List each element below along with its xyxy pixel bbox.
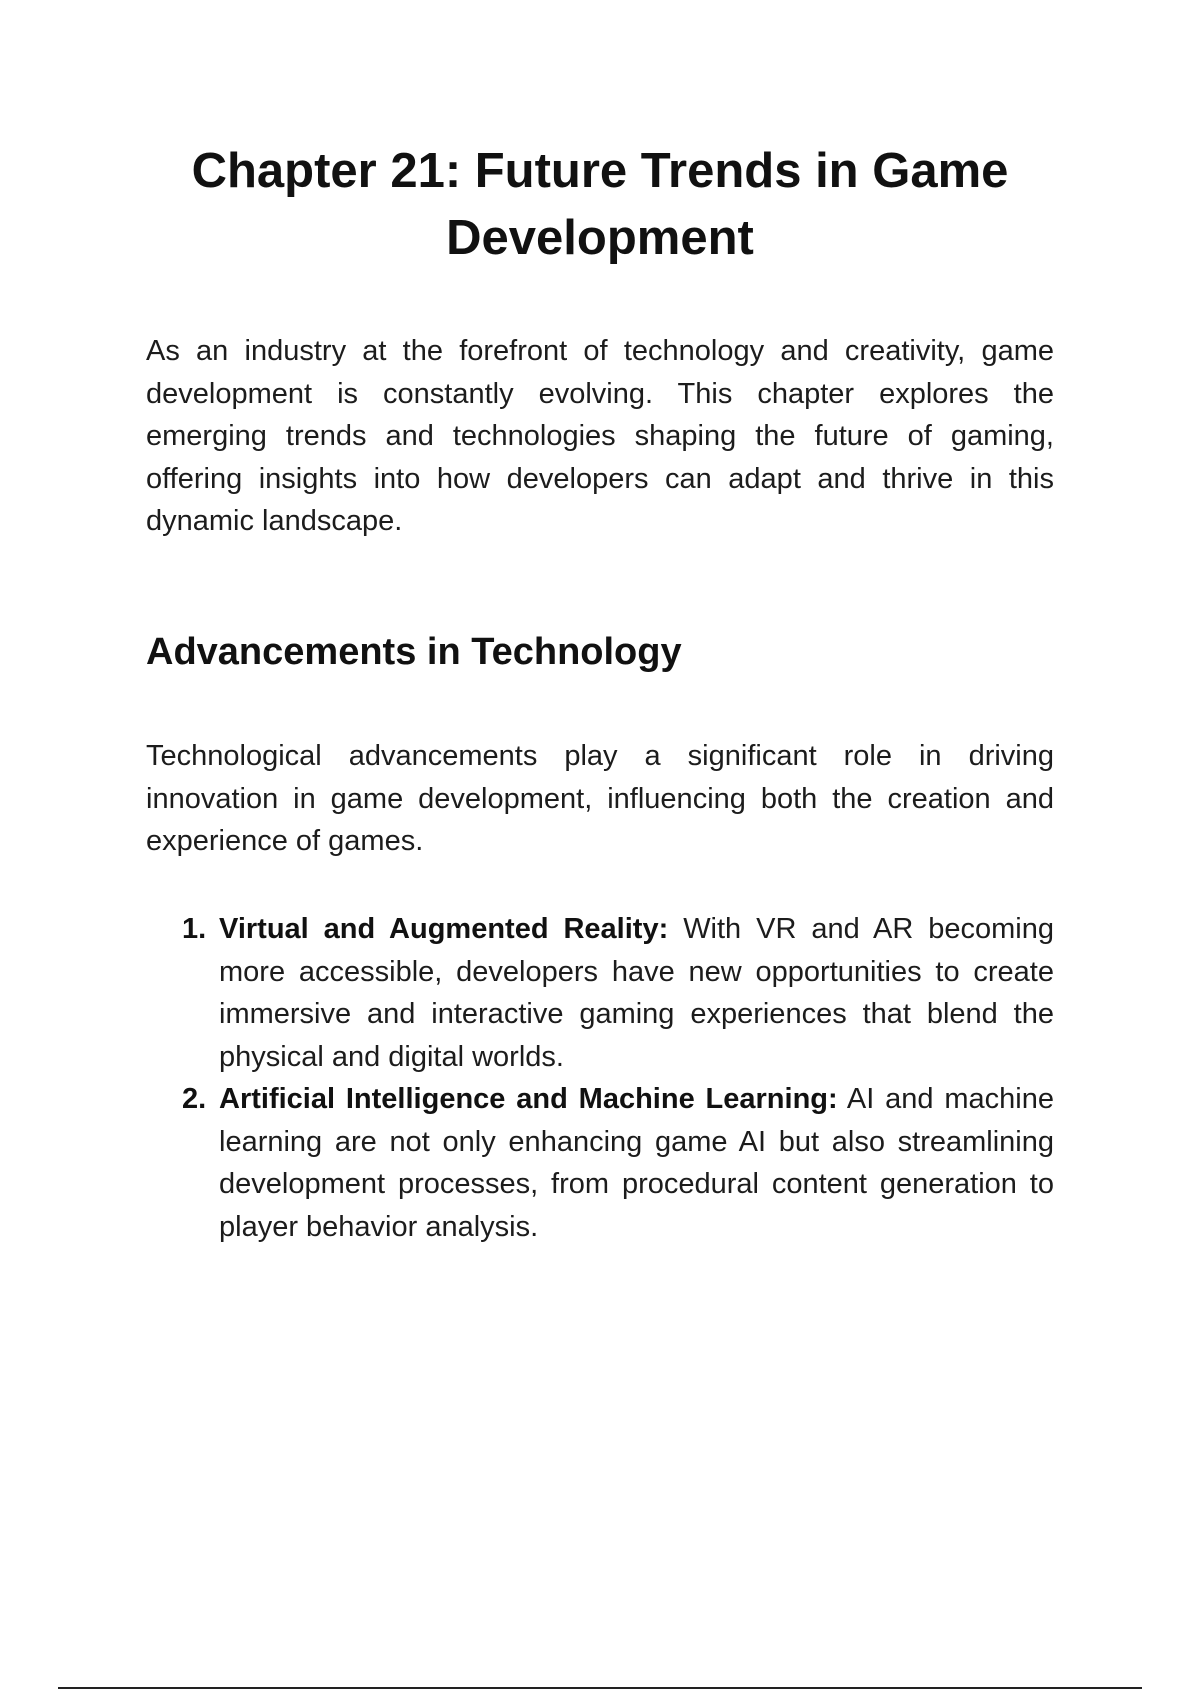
list-item-term: Virtual and Augmented Reality: [219,913,669,945]
list-item [146,1078,1054,1248]
list-item-number: 2. [182,1083,207,1115]
list-item-text: AI and machine learning are not only enhancing game AI but also streamlining development processes, from procedural content generation to player behavior analysis. [219,1083,1054,1243]
intro-paragraph: As an industry at the forefront of technology and creativity, game development is constantly evolving. This chapter explores the emerging trends and technologies shaping the future of gaming, offering insights into how developers can adapt and thrive in this dynamic landscape. [146,335,1054,537]
trends-list [146,908,1054,1248]
section-paragraph: Technological advancements play a significant role in driving innovation in game development, influencing both the creation and experience of games. [146,740,1054,857]
section-heading: Advancements in Technology [146,631,682,673]
list-item [146,908,1054,1078]
list-item-text: With VR and AR becoming more accessible, developers have new opportunities to create immersive and interactive gaming experiences that blend the physical and digital worlds. [219,913,1054,1073]
list-item-number: 1. [182,913,207,945]
chapter-title: Chapter 21: Future Trends in Game Development [191,144,1009,265]
footer-divider [58,1687,1142,1689]
list-item-term: Artificial Intelligence and Machine Learning: [219,1083,838,1115]
